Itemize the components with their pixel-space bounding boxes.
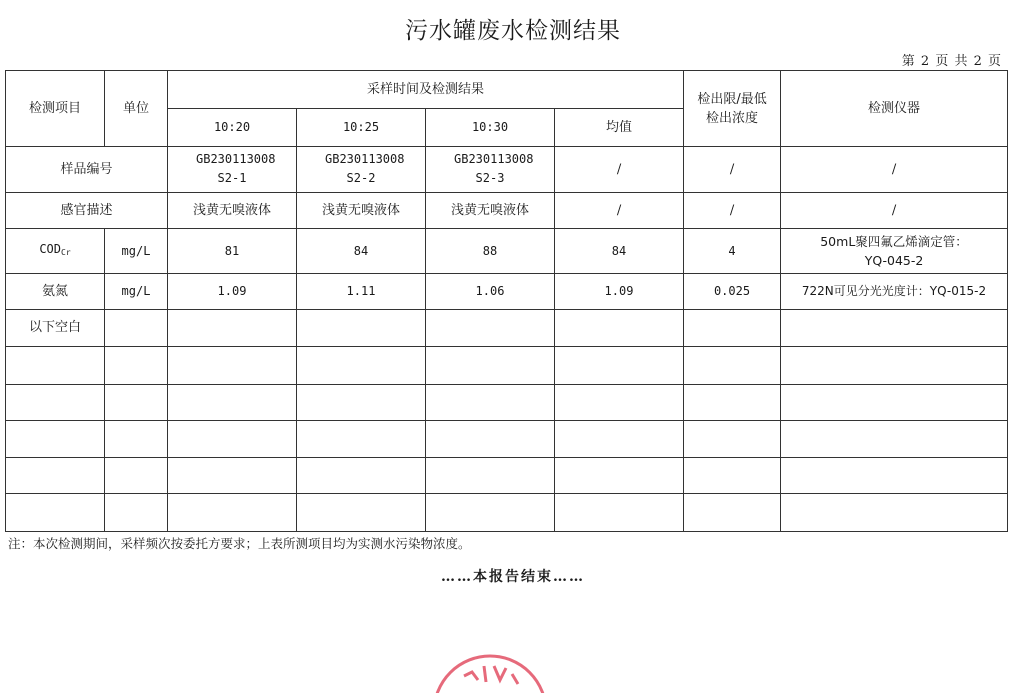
table-row <box>6 494 1008 532</box>
ammonia-value-2: 1.11 <box>297 274 426 310</box>
sample-id-2: GB230113008 S2-2 <box>297 147 426 193</box>
header-item: 检测项目 <box>6 71 105 147</box>
ammonia-limit: 0.025 <box>684 274 781 310</box>
report-title: 污水罐废水检测结果 <box>405 18 621 44</box>
header-time-3: 10:30 <box>426 108 555 147</box>
table-row <box>6 192 1008 229</box>
ammonia-avg: 1.09 <box>555 274 684 310</box>
empty-cell <box>297 494 426 532</box>
empty-cell <box>168 347 297 385</box>
official-seal-stamp <box>420 650 560 693</box>
table-row <box>6 384 1008 421</box>
header-time-1: 10:20 <box>168 108 297 147</box>
table-row <box>6 309 1008 347</box>
cod-unit: mg/L <box>105 229 168 274</box>
sensory-2: 浅黄无嗅液体 <box>297 192 426 229</box>
empty-cell <box>168 421 297 458</box>
row-label-sample: 样品编号 <box>6 147 168 193</box>
empty-cell <box>105 347 168 385</box>
empty-cell <box>555 457 684 494</box>
table-row <box>6 421 1008 458</box>
empty-cell <box>684 421 781 458</box>
empty-cell <box>6 347 105 385</box>
empty-cell <box>297 457 426 494</box>
header-unit: 单位 <box>105 71 168 147</box>
empty-cell <box>781 457 1008 494</box>
header-limit <box>684 71 781 147</box>
empty-cell <box>168 457 297 494</box>
table-row <box>6 229 1008 274</box>
empty-cell <box>105 309 168 347</box>
results-table <box>5 70 1008 532</box>
empty-cell <box>426 421 555 458</box>
row-label-ammonia: 氨氮 <box>6 274 105 310</box>
empty-cell <box>684 457 781 494</box>
empty-cell <box>105 421 168 458</box>
empty-cell <box>781 384 1008 421</box>
empty-cell <box>426 347 555 385</box>
end-of-report: ……本报告结束…… <box>441 569 585 585</box>
empty-cell <box>781 309 1008 347</box>
sensory-1: 浅黄无嗅液体 <box>168 192 297 229</box>
cod-limit: 4 <box>684 229 781 274</box>
row-label-blank: 以下空白 <box>6 309 105 347</box>
seal-ring <box>434 656 546 693</box>
empty-cell <box>426 494 555 532</box>
empty-cell <box>297 421 426 458</box>
sensory-3: 浅黄无嗅液体 <box>426 192 555 229</box>
empty-cell <box>781 347 1008 385</box>
sensory-instrument: / <box>781 192 1008 229</box>
empty-cell <box>6 421 105 458</box>
cod-avg: 84 <box>555 229 684 274</box>
page-indicator: 第 2 页 共 2 页 <box>901 54 1002 69</box>
empty-cell <box>555 309 684 347</box>
empty-cell <box>297 384 426 421</box>
cod-label-subscript: Cr <box>61 248 71 258</box>
empty-cell <box>426 457 555 494</box>
table-row <box>6 147 1008 193</box>
table-row <box>6 457 1008 494</box>
seal-graphic <box>420 650 560 693</box>
header-sampling: 采样时间及检测结果 <box>168 71 684 109</box>
row-label-sensory: 感官描述 <box>6 192 168 229</box>
footnote: 注：本次检测期间，采样频次按委托方要求；上表所测项目均为实测水污染物浓度。 <box>8 536 471 551</box>
ammonia-unit: mg/L <box>105 274 168 310</box>
empty-cell <box>555 347 684 385</box>
sample-id-1: GB230113008 S2-1 <box>168 147 297 193</box>
header-limit-text: 检出限/最低检出浓度 <box>697 91 767 126</box>
empty-cell <box>555 421 684 458</box>
empty-cell <box>6 457 105 494</box>
empty-cell <box>684 309 781 347</box>
empty-cell <box>105 494 168 532</box>
cod-value-3: 88 <box>426 229 555 274</box>
empty-cell <box>684 347 781 385</box>
empty-cell <box>684 384 781 421</box>
empty-cell <box>684 494 781 532</box>
empty-cell <box>426 309 555 347</box>
ammonia-value-1: 1.09 <box>168 274 297 310</box>
empty-cell <box>168 309 297 347</box>
empty-cell <box>6 494 105 532</box>
cod-value-2: 84 <box>297 229 426 274</box>
header-instrument: 检测仪器 <box>781 71 1008 147</box>
empty-cell <box>781 421 1008 458</box>
sensory-avg: / <box>555 192 684 229</box>
cod-value-1: 81 <box>168 229 297 274</box>
ammonia-instrument: 722N可见分光光度计：YQ-015-2 <box>781 274 1008 310</box>
seal-marks <box>464 666 518 684</box>
sample-limit: / <box>684 147 781 193</box>
empty-cell <box>168 494 297 532</box>
empty-cell <box>105 457 168 494</box>
header-time-2: 10:25 <box>297 108 426 147</box>
table-row <box>6 347 1008 385</box>
ammonia-value-3: 1.06 <box>426 274 555 310</box>
table-row <box>6 274 1008 310</box>
empty-cell <box>6 384 105 421</box>
sample-id-3: GB230113008 S2-3 <box>426 147 555 193</box>
empty-cell <box>781 494 1008 532</box>
empty-cell <box>555 494 684 532</box>
sample-avg: / <box>555 147 684 193</box>
empty-cell <box>297 347 426 385</box>
cod-label: COD <box>39 242 62 257</box>
sample-instrument: / <box>781 147 1008 193</box>
header-avg: 均值 <box>555 108 684 147</box>
empty-cell <box>297 309 426 347</box>
row-label-cod <box>6 229 105 274</box>
sensory-limit: / <box>684 192 781 229</box>
empty-cell <box>105 384 168 421</box>
empty-cell <box>555 384 684 421</box>
cod-instrument: 50mL聚四氟乙烯滴定管：YQ-045-2 <box>781 229 1008 274</box>
empty-cell <box>426 384 555 421</box>
empty-cell <box>168 384 297 421</box>
